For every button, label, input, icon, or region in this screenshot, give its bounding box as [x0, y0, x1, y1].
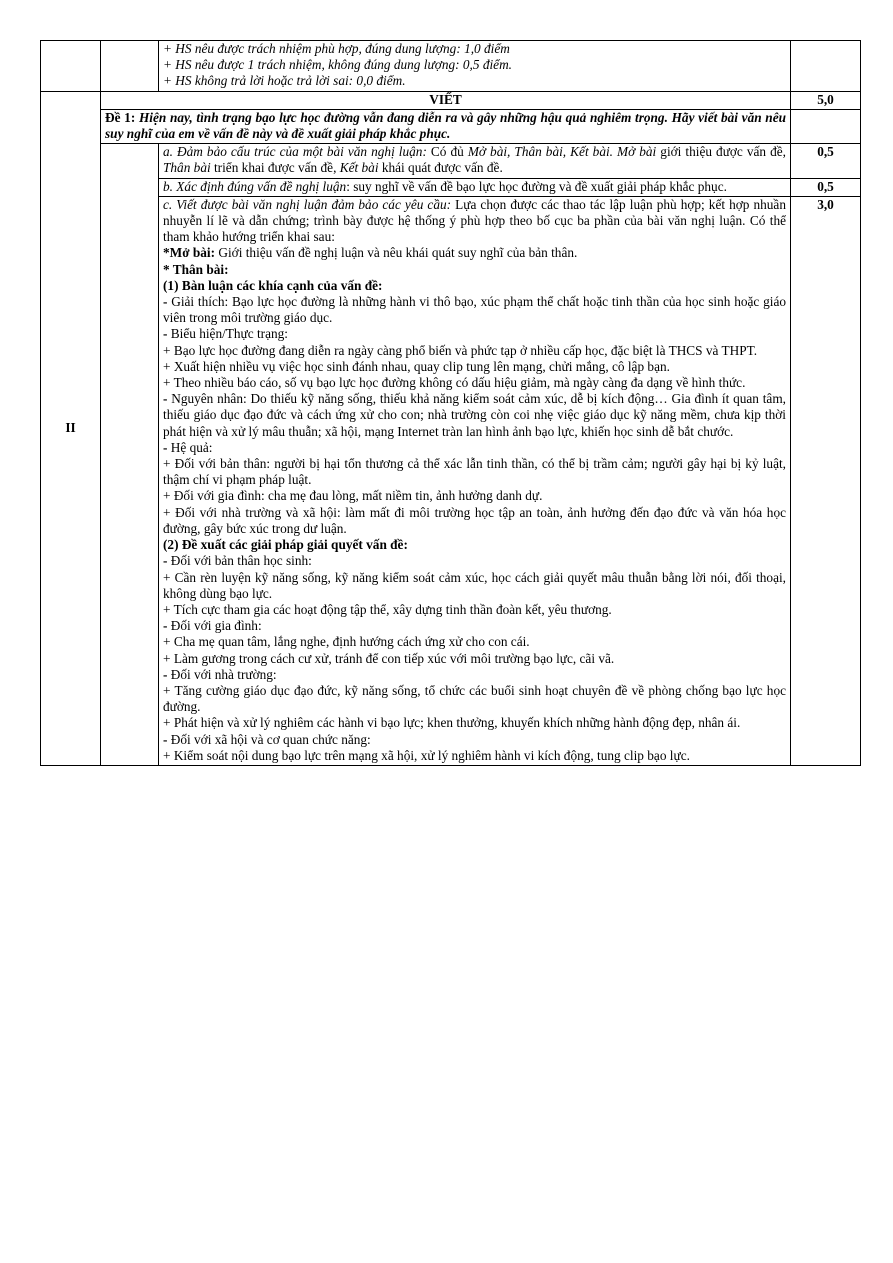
than-bai-label: * Thân bài:: [163, 261, 229, 277]
prompt-label: Đề 1:: [105, 109, 136, 125]
table-row: [41, 144, 861, 178]
table-row: [41, 178, 861, 196]
criterion-b-score: 0,5: [791, 178, 861, 196]
table-row: [41, 196, 861, 765]
criterion-b: b. Xác định đúng vấn đề nghị luận: suy nghĩ về vấn đề bạo lực học đường và đề xuất giải pháp khắc phục.: [159, 178, 791, 196]
criterion-c-score: 3,0: [791, 196, 861, 765]
note-line: + HS không trả lời hoặc trả lời sai: 0,0 điểm.: [163, 73, 406, 89]
mo-bai-label: *Mở bài:: [163, 245, 216, 261]
criterion-a: a. Đảm bảo cấu trúc của một bài văn nghị luận: Có đủ Mở bài, Thân bài, Kết bài. Mở bài giới thiệu được vấn đề, Thân bài triển khai được vấn đề, Kết bài khái quát được vấn đề.: [159, 144, 791, 178]
document-page: [40, 40, 860, 766]
scoring-notes: [159, 41, 791, 92]
criterion-c: c. Viết được bài văn nghị luận đảm bảo các yêu cầu: Lựa chọn được các thao tác lập luận phù hợp; kết hợp nhuần nhuyễn lí lẽ và dẫn chứng; trình bày được hệ thống ý phù hợp theo bố cục ba phần của bài văn nghị luận. Có thể tham khảo hướng triển khai sau: *Mở bài: Giới thiệu vấn đề nghị luận và nêu khái quát suy nghĩ của bản thân. * Thân bài: (1) Bàn luận các khía cạnh của vấn đề: - Giải thích: Bạo lực học đường là những hành vi thô bạo, xúc phạm thể chất hoặc tinh thần của học sinh hoặc giáo viên trong môi trường giáo dục. - Biểu hiện/Thực trạng: + Bạo lực học đường đang diễn ra ngày càng phổ biến và phức tạp ở nhiều cấp học, đặc biệt là THCS và THPT. + Xuất hiện nhiều vụ việc học sinh đánh nhau, quay clip tung lên mạng, chửi mắng, cô lập bạn. + Theo nhiều báo cáo, số vụ bạo lực học đường không có dấu hiệu giảm, mà ngày càng đa dạng về hình thức. - Nguyên nhân: Do thiếu kỹ năng sống, thiếu khả năng kiểm soát cảm xúc, dễ bị kích động… Gia đình ít quan tâm, thiếu giáo dục đạo đức và cách ứng xử cho con; nhà trường còn coi nhẹ việc giáo dục kỹ năng mềm, chưa kịp thời phát hiện và xử lý mâu thuẫn; xã hội, mạng Internet tràn lan hình ảnh bạo lực, khiến học sinh dễ bắt chước. - Hệ quả: + Đối với bản thân: người bị hại tổn thương cả thể xác lẫn tinh thần, có thể bị trầm cảm; người gây hại bị kỷ luật, thậm chí vi phạm pháp luật. + Đối với gia đình: cha mẹ đau lòng, mất niềm tin, ảnh hưởng danh dự. + Đối với nhà trường và xã hội: làm mất đi môi trường học tập an toàn, ảnh hưởng đến đạo đức và văn hóa học đường, gây bức xúc trong dư luận. (2) Đề xuất các giải pháp giải quyết vấn đề: - Đối với bản thân học sinh: + Cần rèn luyện kỹ năng sống, kỹ năng kiểm soát cảm xúc, học cách giải quyết mâu thuẫn bằng lời nói, đối thoại, không dùng bạo lực. + Tích cực tham gia các hoạt động tập thể, xây dựng tinh thần đoàn kết, yêu thương. - Đối với gia đình: + Cha mẹ quan tâm, lắng nghe, định hướng cách ứng xử cho con cái. + Làm gương trong cách cư xử, tránh để con tiếp xúc với môi trường bạo lực, cãi vã. - Đối với nhà trường: + Tăng cường giáo dục đạo đức, kỹ năng sống, tổ chức các buổi sinh hoạt chuyên đề về phòng chống bạo lực học đường. + Phát hiện và xử lý nghiêm các hành vi bạo lực; khen thưởng, khuyến khích những hành động đẹp, nhân ái. - Đối với xã hội và cơ quan chức năng: + Kiểm soát nội dung bạo lực trên mạng xã hội, xử lý nghiêm hành vi kích động, tung clip bạo lực.: [159, 196, 791, 765]
note-line: + HS nêu được trách nhiệm phù hợp, đúng dung lượng: 1,0 điểm: [163, 41, 510, 56]
part1-heading: (1) Bàn luận các khía cạnh của vấn đề:: [163, 277, 383, 293]
essay-prompt: [101, 109, 791, 143]
section-score: 5,0: [791, 91, 861, 109]
table-row: [41, 41, 861, 92]
part2-heading: (2) Đề xuất các giải pháp giải quyết vấn đề:: [163, 537, 408, 553]
table-row: [41, 91, 861, 109]
table-row: [41, 109, 861, 143]
section-number: II: [41, 91, 101, 765]
note-line: + HS nêu được 1 trách nhiệm, không đúng dung lượng: 0,5 điểm.: [163, 57, 512, 73]
criterion-a-score: 0,5: [791, 144, 861, 178]
section-heading: VIẾT: [101, 91, 791, 109]
grading-table: [40, 40, 861, 766]
prompt-text: Hiện nay, tình trạng bạo lực học đường vẫn đang diễn ra và gây những hậu quả nghiêm trọng. Hãy viết bài văn nêu suy nghĩ của em về vấn đề này và đề xuất giải pháp khắc phục.: [105, 109, 786, 142]
